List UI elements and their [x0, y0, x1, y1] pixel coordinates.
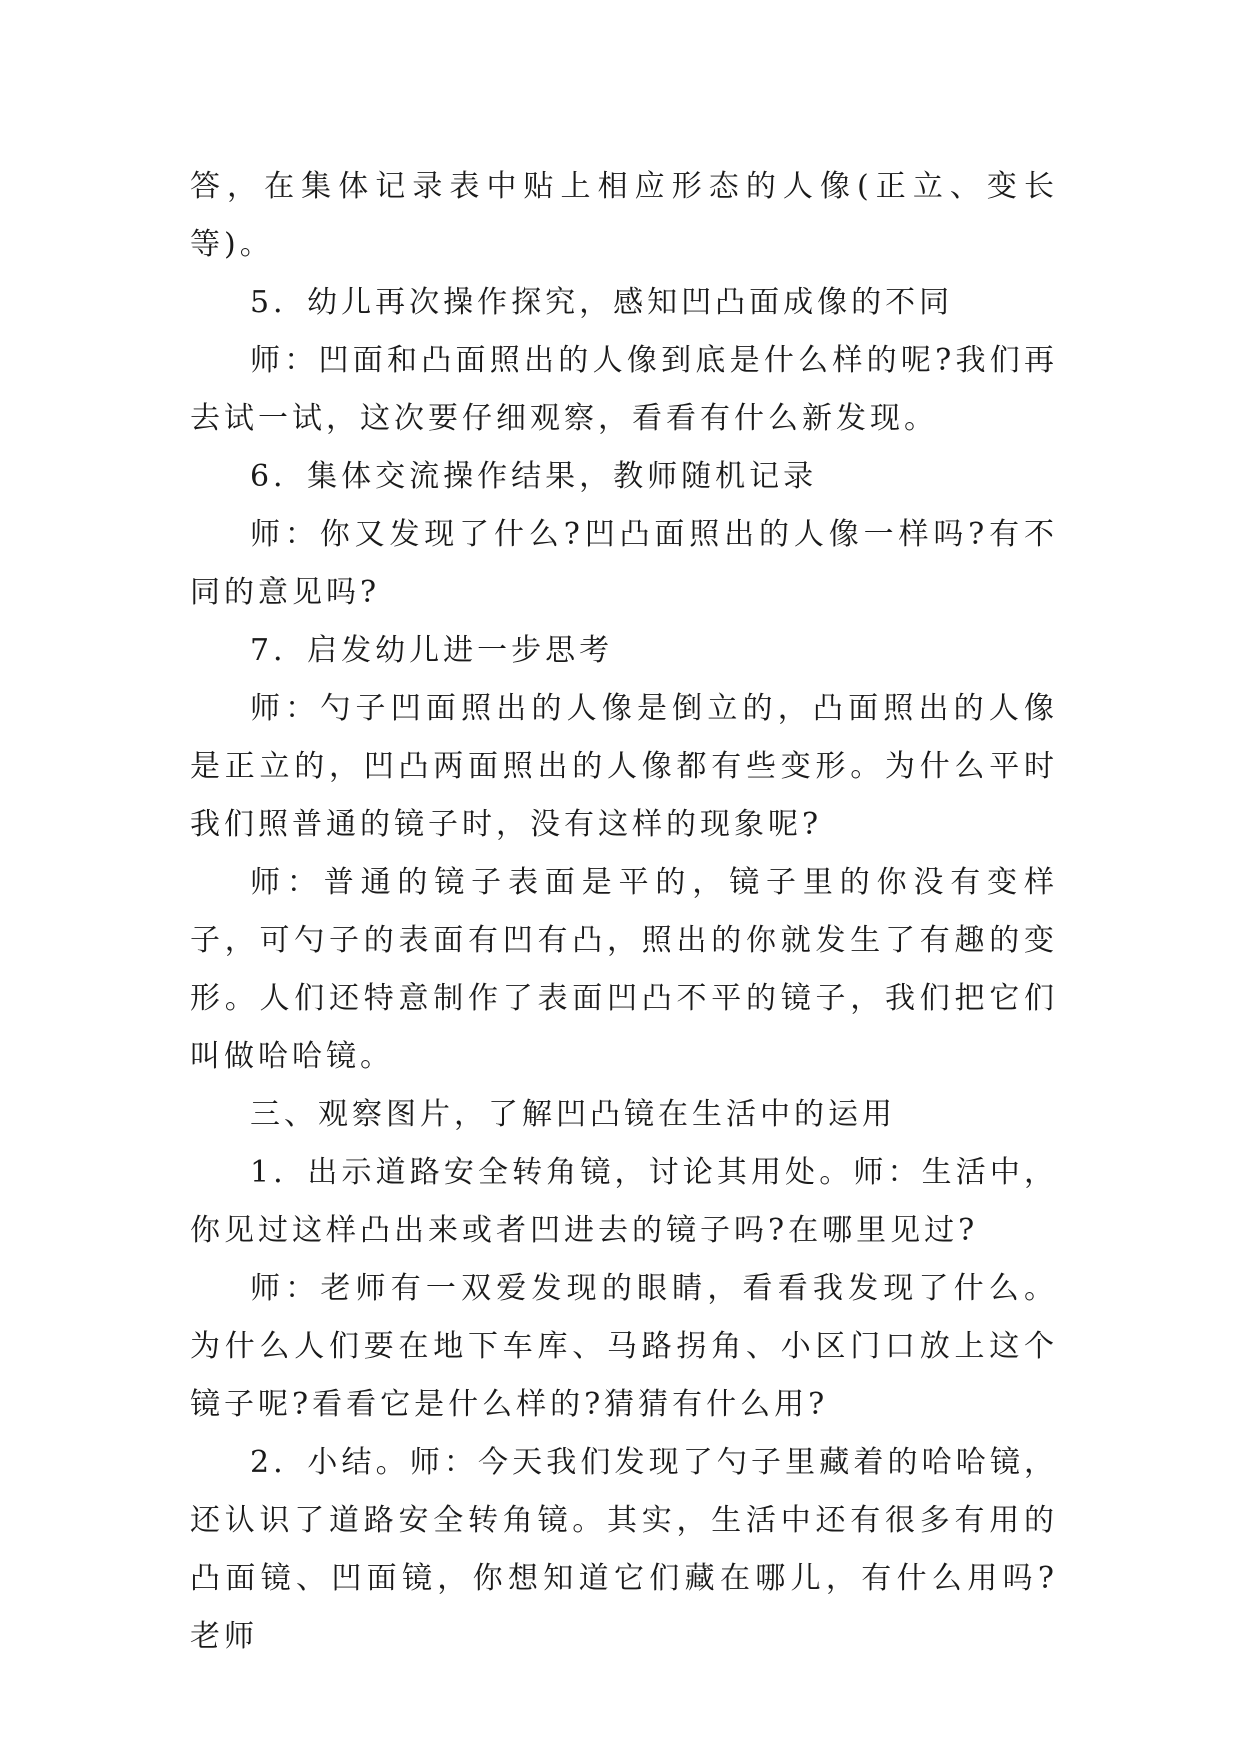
paragraph: 2．小结。师：今天我们发现了勺子里藏着的哈哈镜，还认识了道路安全转角镜。其实，生活中还有很多有用的凸面镜、凹面镜，你想知道它们藏在哪儿，有什么用吗?老师: [190, 1445, 1058, 1654]
paragraph: 1．出示道路安全转角镜，讨论其用处。师：生活中，你见过这样凸出来或者凹进去的镜子吗?在哪里见过?: [190, 1155, 1058, 1248]
body-text: [190, 158, 1058, 1666]
paragraph: 答，在集体记录表中贴上相应形态的人像(正立、变长等)。: [190, 169, 1058, 262]
section-heading: 三、观察图片，了解凹凸镜在生活中的运用: [250, 1097, 896, 1132]
paragraph: 师：勺子凹面照出的人像是倒立的，凸面照出的人像是正立的，凹凸两面照出的人像都有些变形。为什么平时我们照普通的镜子时，没有这样的现象呢?: [190, 691, 1058, 842]
paragraph: 6．集体交流操作结果，教师随机记录: [250, 459, 818, 494]
paragraph: 师：普通的镜子表面是平的，镜子里的你没有变样子，可勺子的表面有凹有凸，照出的你就发生了有趣的变形。人们还特意制作了表面凹凸不平的镜子，我们把它们叫做哈哈镜。: [190, 865, 1058, 1074]
paragraph: 师：你又发现了什么?凹凸面照出的人像一样吗?有不同的意见吗?: [190, 517, 1058, 610]
paragraph: 5．幼儿再次操作探究，感知凹凸面成像的不同: [250, 285, 954, 320]
paragraph: 7．启发幼儿进一步思考: [250, 633, 614, 668]
paragraph: 师：凹面和凸面照出的人像到底是什么样的呢?我们再去试一试，这次要仔细观察，看看有什么新发现。: [190, 343, 1058, 436]
paragraph: 师：老师有一双爱发现的眼睛，看看我发现了什么。为什么人们要在地下车库、马路拐角、小区门口放上这个镜子呢?看看它是什么样的?猜猜有什么用?: [190, 1271, 1058, 1422]
